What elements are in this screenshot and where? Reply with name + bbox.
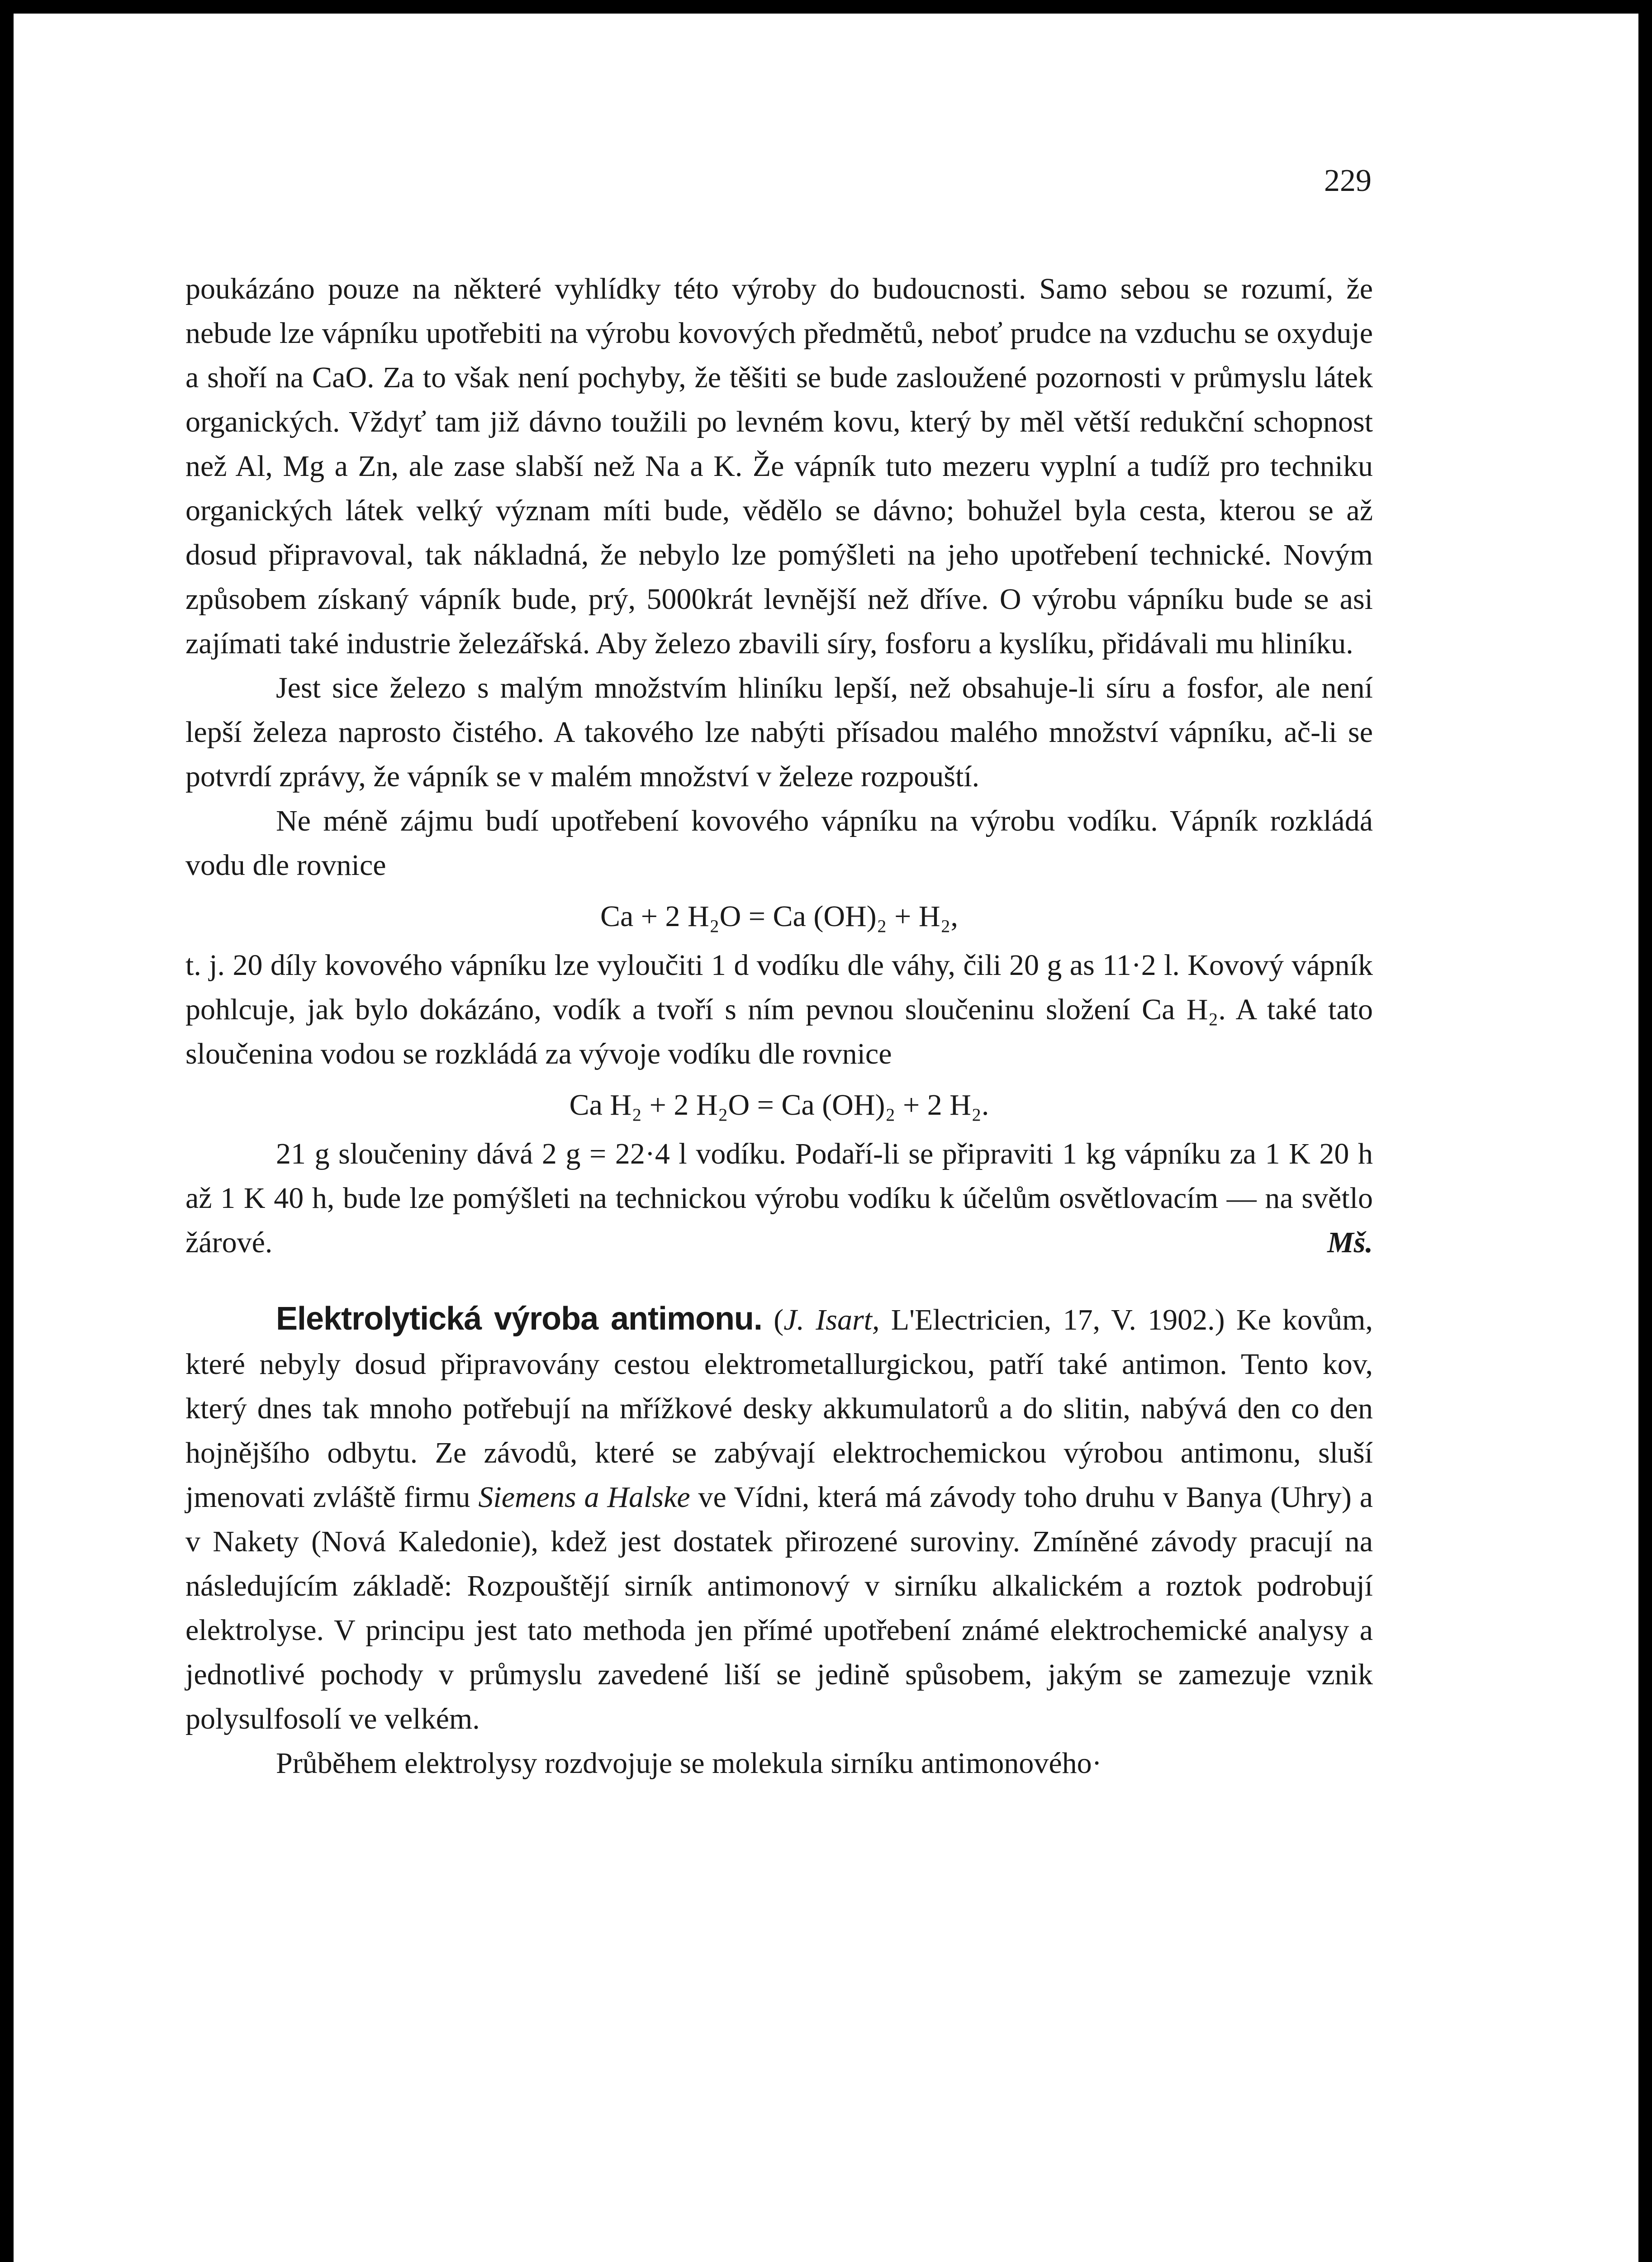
article-heading: Elektrolytická výroba antimonu. xyxy=(276,1301,762,1337)
paragraph-text: Ke kovům, které nebyly dosud připravovány cestou elektrometallurgickou, patří také antimon. Tento kov, který dnes tak mnoho potřebují na mřížkové desky akkumulatorů a do slitin, nabývá den co den hojnějšího odbytu. Ze závodů, které se zabývají elektrochemickou výrobou antimonu, sluší jmenovati zvláště firmu xyxy=(185,1303,1373,1514)
equation: Ca + 2 H₂O = Ca (OH)₂ + H₂, xyxy=(600,900,959,933)
paragraph: t. j. 20 díly kovového vápníku lze vyloučiti 1 d vodíku dle váhy, čili 20 g as 11·2 l. Kovový vápník pohlcuje, jak bylo dokázáno, vodík a tvoří s ním pevnou sloučeninu složení Ca H₂. A také tato sloučenina vodou se rozkládá za vývoje vodíku dle rovnice xyxy=(185,949,1373,1070)
document-page xyxy=(14,14,1638,2262)
article-paragraph xyxy=(185,1297,1373,1741)
body-text xyxy=(185,267,1373,1786)
paragraph-text: 21 g sloučeniny dává 2 g = 22·4 l vodíku. Podaří-li se připraviti 1 kg vápníku za 1 K 20 h až 1 K 40 h, bude lze pomýšleti na technickou výrobu vodíku k účelům osvětlovacím — na světlo žárové. xyxy=(185,1137,1373,1259)
paragraph: Jest sice železo s malým množstvím hliníku lepší, než obsahuje-li síru a fosfor, ale není lepší železa naprosto čistého. A takového lze nabýti přísadou malého množství vápníku, ač-li se potvrdí zprávy, že vápník se v malém množství v železe rozpouští. xyxy=(185,671,1373,793)
citation-open: ( xyxy=(774,1303,784,1336)
paragraph: Průběhem elektrolysy rozdvojuje se molekula sirníku antimonového· xyxy=(276,1747,1102,1780)
paragraph: Ne méně zájmu budí upotřebení kovového vápníku na výrobu vodíku. Vápník rozkládá vodu dle rovnice xyxy=(185,804,1373,882)
citation-author: J. Isart, xyxy=(783,1303,880,1336)
section-gap xyxy=(185,1265,1373,1297)
paragraph xyxy=(185,1132,1373,1265)
page-number: 229 xyxy=(1324,163,1372,198)
paragraph: poukázáno pouze na některé vyhlídky této výroby do budoucnosti. Samo sebou se rozumí, že nebude lze vápníku upotřebiti na výrobu kovových předmětů, neboť prudce na vzduchu se oxyduje a shoří na CaO. Za to však není pochyby, že těšiti se bude zasloužené pozornosti v průmyslu látek organických. Vždyť tam již dávno toužili po levném kovu, který by měl větší redukční schopnost než Al, Mg a Zn, ale zase slabší než Na a K. Že vápník tuto mezeru vyplní a tudíž pro techniku organických látek velký význam míti bude, vědělo se dávno; bohužel byla cesta, kterou se až dosud připravoval, tak nákladná, že nebylo lze pomýšleti na jeho upotřebení technické. Novým způsobem získaný vápník bude, prý, 5000krát levnější než dříve. O výrobu vápníku bude se asi zajímati také industrie železářská. Aby železo zbavili síry, fosforu a kyslíku, přidávali mu hliníku. xyxy=(185,272,1373,660)
firm-name: Siemens a Halske xyxy=(478,1481,690,1514)
paragraph-text: ve Vídni, která má závody toho druhu v Banya (Uhry) a v Nakety (Nová Kaledonie), kdež jest dostatek přirozené suroviny. Zmíněné závody pracují na následujícím základě: Rozpouštějí sirník antimonový v sirníku alkalickém a roztok podrobují elektrolyse. V principu jest tato methoda jen přímé upotřebení známé elektrochemické analysy a jednotlivé pochody v průmyslu zavedené liší se jedině spůsobem, jakým se zamezuje vznik polysulfosolí ve velkém. xyxy=(185,1481,1373,1735)
author-signature: Mš. xyxy=(1327,1226,1373,1259)
citation-source: L'Electricien, 17, V. 1902.) xyxy=(891,1303,1225,1336)
equation: Ca H₂ + 2 H₂O = Ca (OH)₂ + 2 H₂. xyxy=(569,1088,989,1121)
